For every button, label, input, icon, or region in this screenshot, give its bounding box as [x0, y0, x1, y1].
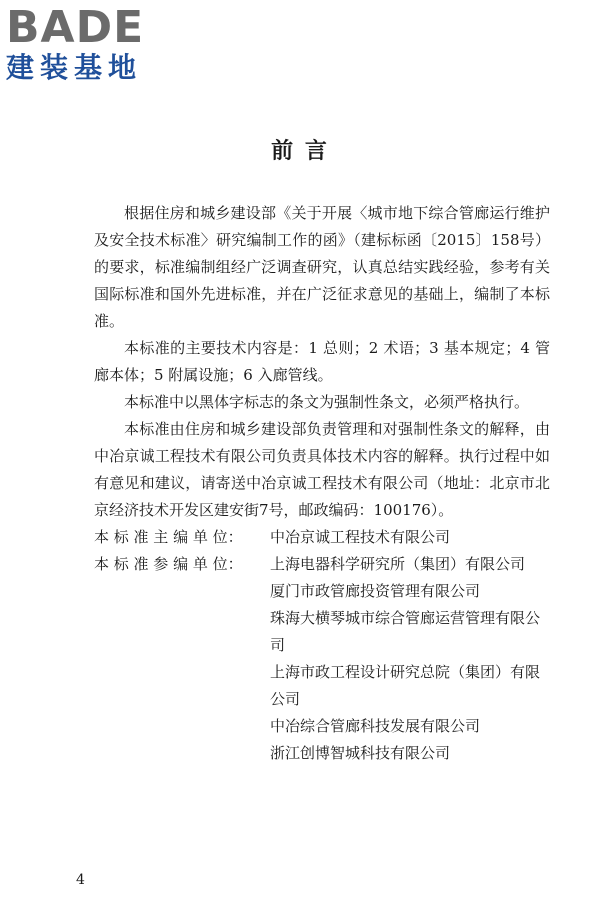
- chief-unit-name: 中冶京诚工程技术有限公司: [270, 528, 451, 546]
- page-title: 前 言: [271, 138, 329, 164]
- participating-unit: 厦门市政管廊投资管理有限公司: [270, 582, 481, 600]
- participating-unit: 中冶综合管廊科技发展有限公司: [270, 717, 481, 735]
- logo-text-en: BADE: [6, 2, 145, 53]
- participating-unit: 珠海大横琴城市综合管廊运营管理有限公司: [270, 609, 541, 654]
- page-number: 4: [76, 872, 85, 888]
- paragraph-basis: 根据住房和城乡建设部《关于开展〈城市地下综合管廊运行维护及安全技术标准〉研究编制工作的函》（建标标函〔2015〕158号）的要求，标准编制组经广泛调查研究，认真总结实践经验，参考有关国际标准和国外先进标准，并在广泛征求意见的基础上，编制了本标准。: [94, 204, 550, 330]
- document-body: [94, 200, 550, 767]
- participating-units-list: [270, 551, 550, 767]
- participating-units-row: [94, 551, 550, 767]
- participating-unit: 浙江创博智城科技有限公司: [270, 744, 451, 762]
- paragraph-mandatory: 本标准中以黑体字标志的条文为强制性条文，必须严格执行。: [124, 393, 530, 411]
- paragraph-contents: 本标准的主要技术内容是：1 总则；2 术语；3 基本规定；4 管廊本体；5 附属设施；6 入廊管线。: [94, 339, 550, 384]
- units-section: [94, 524, 550, 767]
- participating-unit: 上海市政工程设计研究总院（集团）有限公司: [270, 663, 541, 708]
- chief-unit-label: 本 标 准 主 编 单 位：: [94, 528, 243, 546]
- participating-units-label: 本 标 准 参 编 单 位：: [94, 555, 243, 573]
- site-logo: [6, 2, 176, 84]
- paragraph-management: 本标准由住房和城乡建设部负责管理和对强制性条文的解释，由中冶京诚工程技术有限公司负责具体技术内容的解释。执行过程中如有意见和建议，请寄送中冶京诚工程技术有限公司（地址：北京市北京经济技术开发区建安街7号，邮政编码：100176）。: [94, 420, 550, 519]
- chief-unit-row: [94, 524, 550, 551]
- logo-text-cn: 建装基地: [6, 51, 143, 84]
- participating-unit: 上海电器科学研究所（集团）有限公司: [270, 555, 526, 573]
